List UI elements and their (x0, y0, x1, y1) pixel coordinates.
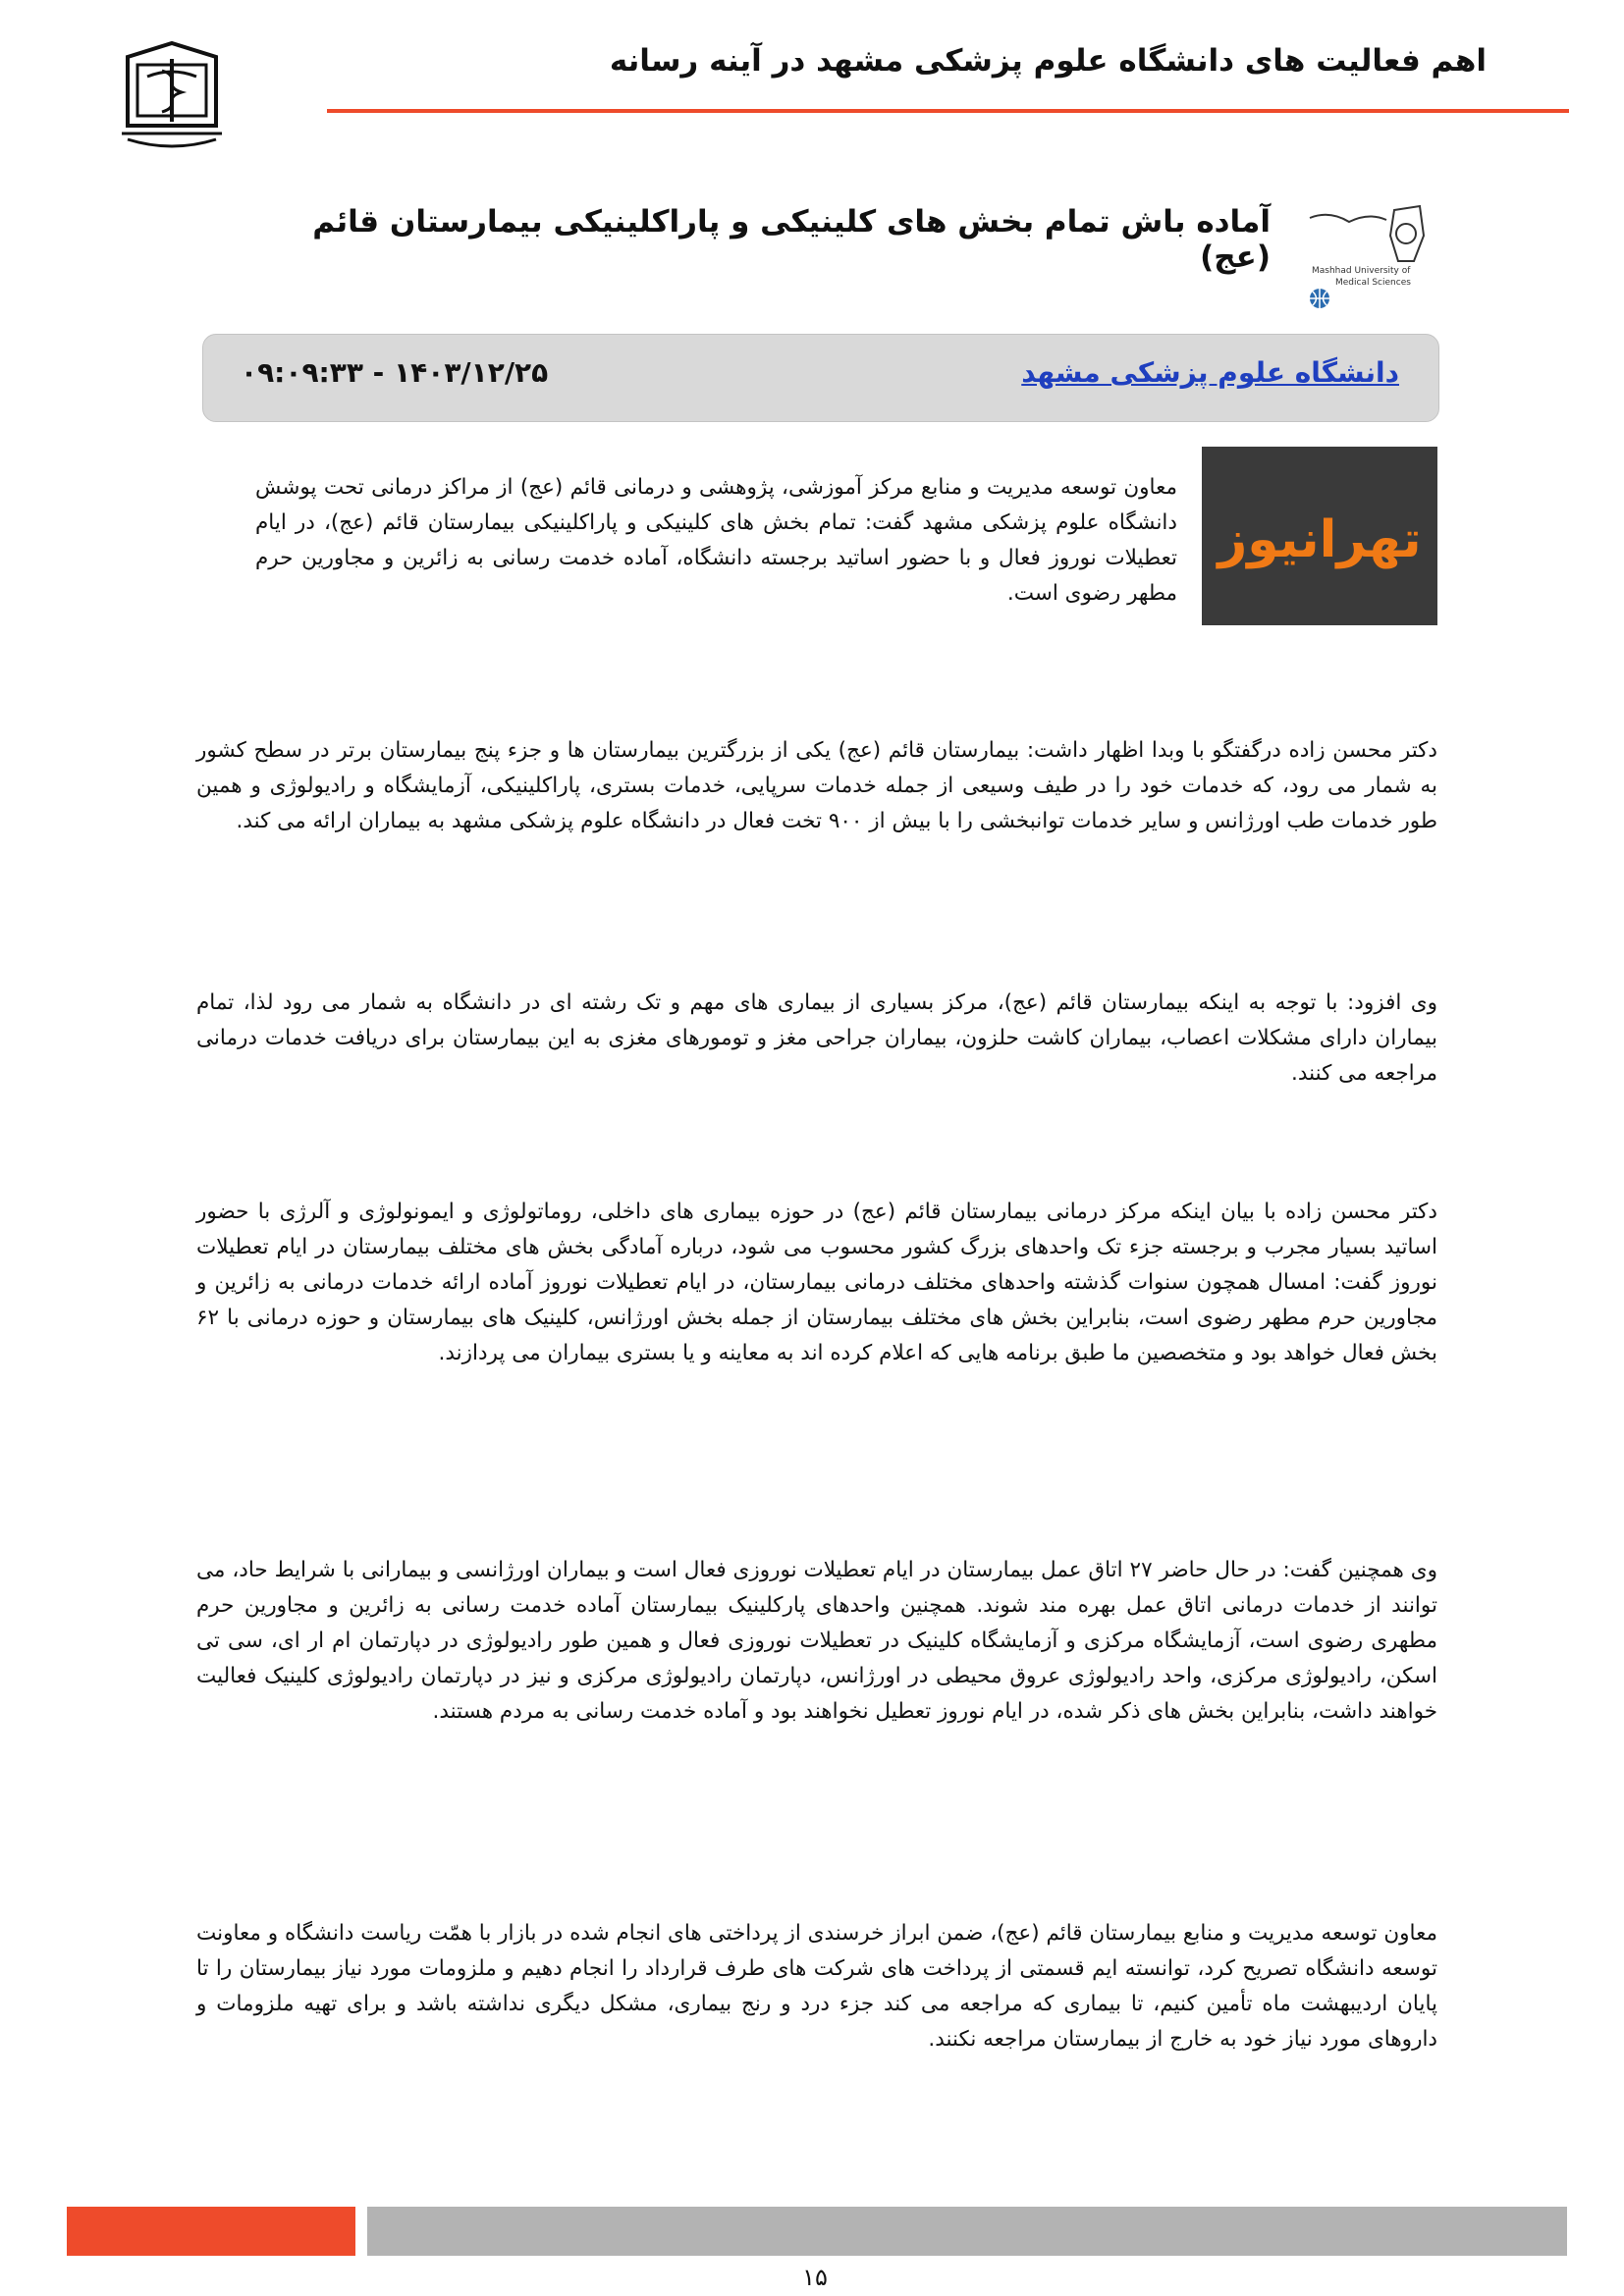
svg-text:Medical Sciences: Medical Sciences (1335, 278, 1411, 288)
tehranews-logo-icon (1202, 447, 1437, 625)
source-info-band (202, 334, 1439, 422)
header-divider (327, 109, 1569, 113)
body-paragraph-3: وی افزود: با توجه به اینکه بیمارستان قائم (عج)، مرکز بسیاری از بیماری های مهم و تک رشته ای در دانشگاه به شمار می رود لذا، تمام بیماران دارای مشکلات اعصاب، بیماران کاشت حلزون، بیماران جراحی مغز و تومورهای مغزی به این بیمارستان برای دریافت خدمات درمانی مراجعه می کنند. (196, 989, 1437, 1086)
publish-datetime: ۱۴۰۳/۱۲/۲۵ - ۰۹:۰۹:۳۳ (241, 356, 549, 389)
university-logo (108, 37, 236, 165)
page-header-title: اهم فعالیت های دانشگاه علوم پزشکی مشهد در آینه رسانه (609, 43, 1487, 79)
source-emblem-icon (1300, 196, 1437, 314)
footer-accent-bar (67, 2207, 355, 2256)
news-logo-text: تهرانیوز (1218, 510, 1422, 569)
body-paragraph-1: معاون توسعه مدیریت و منابع مرکز آموزشی، پژوهشی و درمانی قائم (عج) از مراکز درمانی تحت پوشش دانشگاه علوم پزشکی مشهد گفت: تمام بخش های کلینیکی و پاراکلینیکی بیمارستان قائم (عج)، در ایام تعطیلات نوروز فعال و با حضور اساتید برجسته دانشگاه، آماده خدمت رسانی به زائرین و مجاورین حرم مطهر رضوی است. (255, 474, 1177, 606)
body-paragraph-5: وی همچنین گفت: در حال حاضر ۲۷ اتاق عمل بیمارستان در ایام تعطیلات نوروزی فعال است و بیماران اورژانسی و بیمارانی با شرایط حاد، می توانند از خدمات درمانی اتاق عمل بهره مند شوند. همچنین واحدهای پارکلینیک بیمارستان آماده خدمت رسانی به زائرین و مجاورین حرم مطهری رضوی است، آزمایشگاه مرکزی و آزمایشگاه کلینیک در تعطیلات نوروزی فعال و همین طور رادیولوژی در دپارتمان ام ار ای، سی تی اسکن، رادیولوژی مرکزی، واحد رادیولوژی عروق محیطی در اورژانس، دپارتمان رادیولوژی مرکزی و نیز در دپارتمان رادیولوژی کلینیک فعالیت خواهند داشت، بنابراین بخش های ذکر شده، در ایام نوروز تعطیل نخواهند بود و آماده خدمت رسانی به مردم هستند. (196, 1557, 1437, 1724)
news-agency-logo (1202, 447, 1437, 625)
source-link[interactable]: دانشگاه علوم پزشکی مشهد (1021, 356, 1399, 389)
svg-text:Mashhad University of: Mashhad University of (1312, 266, 1411, 276)
footer-gray-bar (367, 2207, 1567, 2256)
source-logo (1300, 196, 1437, 314)
university-emblem-icon (108, 37, 236, 165)
body-paragraph-4: دکتر محسن زاده با بیان اینکه مرکز درمانی بیمارستان قائم (عج) در حوزه بیماری های داخلی، روماتولوژی و ایمونولوژی و آلرژی با حضور اساتید بسیار مجرب و برجسته جزء تک واحدهای بزرگ کشور محسوب می شود، درباره آمادگی بخش های مختلف بیمارستان در ایام تعطیلات نوروز گفت: امسال همچون سنوات گذشته واحدهای مختلف درمانی بیمارستان، در ایام تعطیلات نوروز آماده ارائه خدمات درمانی به زائرین و مجاورین حرم مطهر رضوی است، بنابراین بخش های مختلف بیمارستان از جمله بخش اورژانس، کلینیک های بیمارستان و حوزه درمانی با ۶۲ بخش فعال خواهد بود و متخصصین ما طبق برنامه هایی که اعلام کرده اند به معاینه و یا بستری بیماران می پردازند. (196, 1199, 1437, 1365)
body-paragraph-2: دکتر محسن زاده درگفتگو با وبدا اظهار داشت: بیمارستان قائم (عج) یکی از بزرگترین بیمارستان ها و جزء پنج بیمارستان برتر در سطح کشور به شمار می رود، که خدمات خود را در طیف وسیعی از جمله خدمات سرپایی، خدمات بستری، پاراکلینیکی، آزمایشگاه و رادیولوژی و همین طور خدمات طب اورژانس و سایر خدمات توانبخشی را با بیش از ۹۰۰ تخت فعال در دانشگاه علوم پزشکی مشهد به بیماران ارائه می کند. (196, 737, 1437, 833)
body-paragraph-6: معاون توسعه مدیریت و منابع بیمارستان قائم (عج)، ضمن ابراز خرسندی از پرداختی های انجام شده در بازار با همّت ریاست دانشگاه و معاونت توسعه دانشگاه تصریح کرد، توانسته ایم قسمتی از پرداخت های شرکت های طرف قرارداد را انجام دهیم و ملزومات مورد نیاز بیمارستان را تا پایان اردیبهشت ماه تأمین کنیم، تا بیماری که مراجعه می کند جزء درد و رنج بیماری، مشکل دیگری نداشته باشد و برای تهیه ملزومات و داروهای مورد نیاز خود به خارج از بیمارستان مراجعه نکنند. (196, 1920, 1437, 2052)
page-number: ۱۵ (802, 2264, 828, 2291)
article-title: آماده باش تمام بخش های کلینیکی و پاراکلینیکی بیمارستان قائم (عج) (312, 204, 1271, 275)
